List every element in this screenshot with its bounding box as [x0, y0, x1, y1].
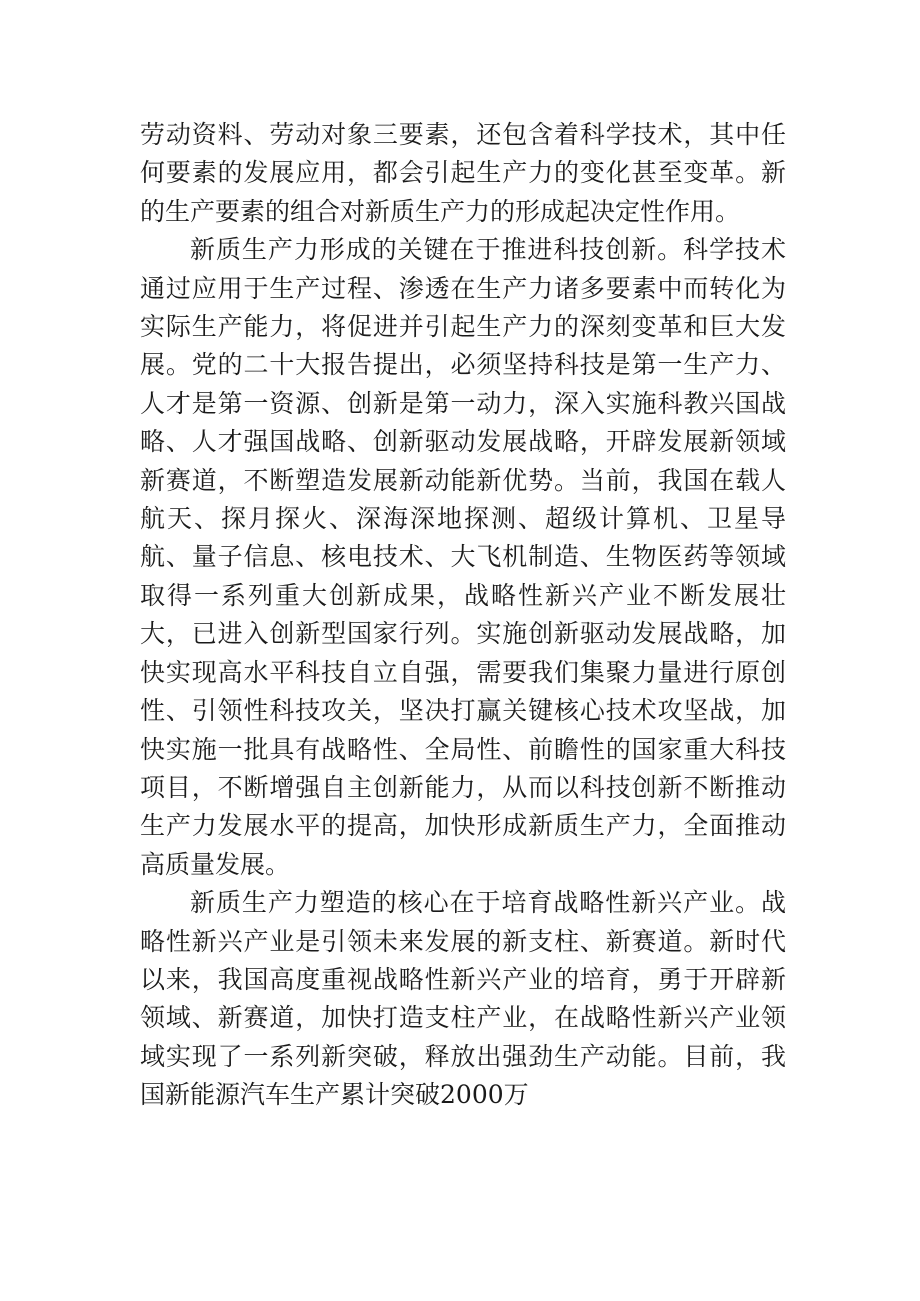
paragraph-1: 劳动资料、劳动对象三要素，还包含着科学技术，其中任何要素的发展应用，都会引起生产力的变化甚至变革。新的生产要素的组合对新质生产力的形成起决定性作用。 — [140, 120, 786, 226]
document-body — [140, 116, 786, 1115]
paragraph-2: 新质生产力形成的关键在于推进科技创新。科学技术通过应用于生产过程、渗透在生产力诸多要素中而转化为实际生产能力，将促进并引起生产力的深刻变革和巨大发展。党的二十大报告提出，必须坚持科技是第一生产力、人才是第一资源、创新是第一动力，深入实施科教兴国战略、人才强国战略、创新驱动发展战略，开辟发展新领域新赛道，不断塑造发展新动能新优势。当前，我国在载人航天、探月探火、深海深地探测、超级计算机、卫星导航、量子信息、核电技术、大飞机制造、生物医药等领域取得一系列重大创新成果，战略性新兴产业不断发展壮大，已进入创新型国家行列。实施创新驱动发展战略，加快实现高水平科技自立自强，需要我们集聚力量进行原创性、引领性科技攻关，坚决打赢关键核心技术攻坚战，加快实施一批具有战略性、全局性、前瞻性的国家重大科技项目，不断增强自主创新能力，从而以科技创新不断推动生产力发展水平的提高，加快形成新质生产力，全面推动高质量发展。 — [140, 235, 786, 879]
paragraph-3: 新质生产力塑造的核心在于培育战略性新兴产业。战略性新兴产业是引领未来发展的新支柱、新赛道。新时代以来，我国高度重视战略性新兴产业的培育，勇于开辟新领域、新赛道，加快打造支柱产业，在战略性新兴产业领域实现了一系列新突破，释放出强劲生产动能。目前，我国新能源汽车生产累计突破2000万 — [140, 888, 786, 1110]
